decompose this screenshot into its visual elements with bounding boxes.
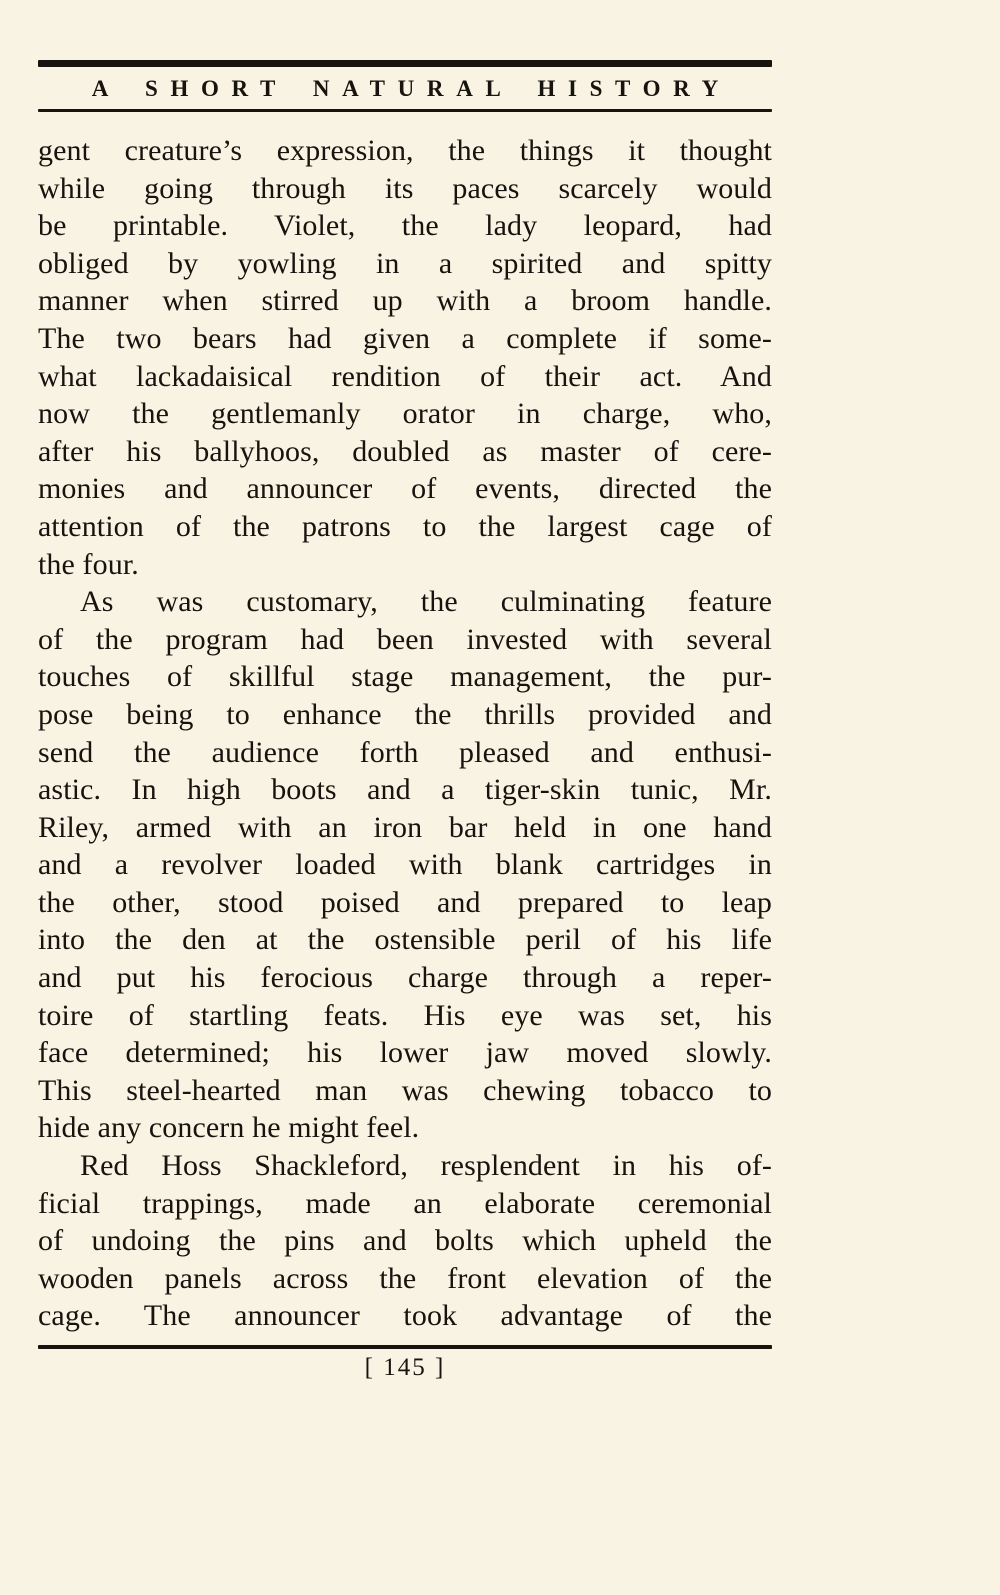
text-line: into the den at the ostensible peril of his life — [38, 923, 772, 957]
text-line: now the gentlemanly orator in charge, who, — [38, 397, 772, 431]
footer-rule — [38, 1345, 772, 1349]
text-line: face determined; his lower jaw moved slowly. — [38, 1036, 772, 1070]
page-body — [38, 132, 772, 1335]
text-line: what lackadaisical rendition of their act. And — [38, 359, 772, 393]
text-line: send the audience forth pleased and enthusi- — [38, 735, 772, 769]
text-line: of undoing the pins and bolts which upheld the — [38, 1224, 772, 1258]
text-line: touches of skillful stage management, the pur- — [38, 660, 772, 694]
text-line: the other, stood poised and prepared to leap — [38, 885, 772, 919]
paragraph-2 — [38, 583, 772, 1147]
text-line: manner when stirred up with a broom handle. — [38, 284, 772, 318]
page-number: [ 145 ] — [364, 1354, 446, 1381]
text-line: cage. The announcer took advantage of the — [38, 1299, 772, 1333]
text-line: pose being to enhance the thrills provided and — [38, 697, 772, 731]
text-line: obliged by yowling in a spirited and spitty — [38, 246, 772, 280]
text-line: the four. — [38, 547, 139, 581]
text-line: while going through its paces scarcely would — [38, 171, 772, 205]
text-line: The two bears had given a complete if some- — [38, 321, 772, 355]
running-header: A SHORT NATURAL HISTORY — [91, 76, 731, 101]
text-line: wooden panels across the front elevation of the — [38, 1261, 772, 1295]
page-content — [38, 0, 772, 1384]
text-line: monies and announcer of events, directed the — [38, 472, 772, 506]
text-line: hide any concern he might feel. — [38, 1111, 420, 1145]
text-line: gent creature’s expression, the things it thought — [38, 134, 772, 167]
text-line: toire of startling feats. His eye was set, his — [38, 998, 772, 1032]
text-line: attention of the patrons to the largest cage of — [38, 509, 772, 543]
text-line: ficial trappings, made an elaborate ceremonial — [38, 1186, 772, 1220]
text-line: Red Hoss Shackleford, resplendent in his of- — [80, 1149, 772, 1183]
text-line: astic. In high boots and a tiger-skin tunic, Mr. — [38, 773, 772, 807]
text-line: This steel-hearted man was chewing tobacco to — [38, 1073, 772, 1107]
text-line: and put his ferocious charge through a reper- — [38, 961, 772, 995]
header-top-rule — [38, 60, 772, 67]
text-line: of the program had been invested with several — [38, 622, 772, 656]
paragraph-3 — [38, 1147, 772, 1335]
text-line: As was customary, the culminating feature — [80, 585, 772, 619]
text-line: Riley, armed with an iron bar held in one hand — [38, 810, 772, 844]
paragraph-1 — [38, 132, 772, 583]
header-bottom-rule — [38, 109, 772, 112]
text-line: after his ballyhoos, doubled as master of cere- — [38, 434, 772, 468]
text-line: and a revolver loaded with blank cartridges in — [38, 848, 772, 882]
text-line: be printable. Violet, the lady leopard, had — [38, 209, 772, 243]
